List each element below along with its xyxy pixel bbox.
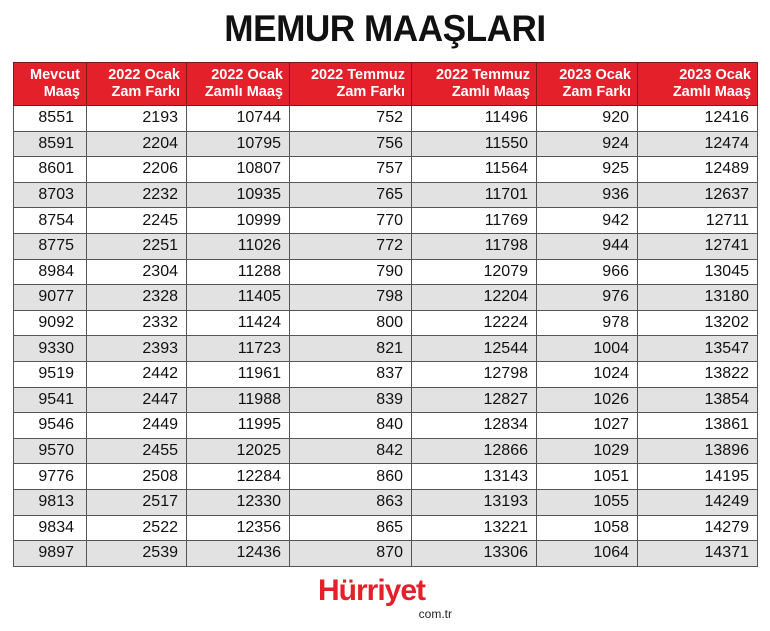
table-cell: 9092 [14, 310, 87, 336]
column-header-line: Maaş [43, 84, 80, 100]
table-cell: 2193 [87, 106, 187, 132]
table-cell: 13822 [638, 361, 758, 387]
table-cell: 13854 [638, 387, 758, 413]
column-header-line: 2022 Ocak [108, 67, 180, 83]
table-row [14, 310, 758, 336]
table-cell: 12025 [187, 438, 290, 464]
table-cell: 2517 [87, 489, 187, 515]
table-cell: 2232 [87, 182, 187, 208]
table-cell: 12711 [638, 208, 758, 234]
table-cell: 11701 [412, 182, 537, 208]
table-row [14, 259, 758, 285]
column-header-line: Zamlı Maaş [672, 84, 751, 100]
table-cell: 863 [290, 489, 412, 515]
table-cell: 1004 [537, 336, 638, 362]
table-cell: 9897 [14, 541, 87, 567]
table-cell: 12284 [187, 464, 290, 490]
table-cell: 10807 [187, 157, 290, 183]
table-cell: 1055 [537, 489, 638, 515]
table-row [14, 541, 758, 567]
table-cell: 8703 [14, 182, 87, 208]
table-row [14, 208, 758, 234]
table-cell: 1027 [537, 413, 638, 439]
column-header [87, 63, 187, 106]
logo-domain: com.tr [418, 607, 452, 621]
table-cell: 12204 [412, 285, 537, 311]
column-header-line: Zam Farkı [562, 84, 631, 100]
table-cell: 2204 [87, 131, 187, 157]
table-cell: 2508 [87, 464, 187, 490]
table-cell: 9519 [14, 361, 87, 387]
table-cell: 11405 [187, 285, 290, 311]
column-header [290, 63, 412, 106]
table-cell: 8984 [14, 259, 87, 285]
table-cell: 14371 [638, 541, 758, 567]
table-cell: 13193 [412, 489, 537, 515]
table-cell: 8601 [14, 157, 87, 183]
table-cell: 13861 [638, 413, 758, 439]
table-cell: 942 [537, 208, 638, 234]
column-header [537, 63, 638, 106]
table-cell: 2449 [87, 413, 187, 439]
table-row [14, 157, 758, 183]
table-cell: 12866 [412, 438, 537, 464]
table-cell: 756 [290, 131, 412, 157]
table-cell: 11961 [187, 361, 290, 387]
table-cell: 13896 [638, 438, 758, 464]
table-row [14, 387, 758, 413]
column-header-line: Zam Farkı [336, 84, 405, 100]
hurriyet-logo [318, 574, 458, 624]
table-cell: 13143 [412, 464, 537, 490]
table-row [14, 438, 758, 464]
table-cell: 2442 [87, 361, 187, 387]
table-cell: 976 [537, 285, 638, 311]
table-cell: 9570 [14, 438, 87, 464]
table-cell: 944 [537, 233, 638, 259]
table-cell: 2522 [87, 515, 187, 541]
table-cell: 860 [290, 464, 412, 490]
column-header-line: 2022 Temmuz [310, 67, 405, 83]
table-cell: 13306 [412, 541, 537, 567]
table-cell: 2245 [87, 208, 187, 234]
table-row [14, 515, 758, 541]
table-cell: 11288 [187, 259, 290, 285]
table-cell: 11995 [187, 413, 290, 439]
table-cell: 10935 [187, 182, 290, 208]
table-cell: 840 [290, 413, 412, 439]
table-cell: 2455 [87, 438, 187, 464]
table-cell: 13202 [638, 310, 758, 336]
table-cell: 12224 [412, 310, 537, 336]
table-cell: 1026 [537, 387, 638, 413]
table-cell: 11550 [412, 131, 537, 157]
table-cell: 865 [290, 515, 412, 541]
column-header-line: 2023 Ocak [559, 67, 631, 83]
table-cell: 1058 [537, 515, 638, 541]
table-row [14, 464, 758, 490]
table-row [14, 361, 758, 387]
table-cell: 9776 [14, 464, 87, 490]
table-cell: 14279 [638, 515, 758, 541]
column-header [638, 63, 758, 106]
table-cell: 9330 [14, 336, 87, 362]
table-cell: 1064 [537, 541, 638, 567]
table-cell: 2206 [87, 157, 187, 183]
table-header-row [14, 63, 758, 106]
table-cell: 966 [537, 259, 638, 285]
table-cell: 12436 [187, 541, 290, 567]
table-cell: 2251 [87, 233, 187, 259]
table-cell: 9813 [14, 489, 87, 515]
table-row [14, 106, 758, 132]
table-row [14, 182, 758, 208]
column-header [14, 63, 87, 106]
column-header-line: Zamlı Maaş [204, 84, 283, 100]
table-cell: 11496 [412, 106, 537, 132]
table-cell: 1029 [537, 438, 638, 464]
table-cell: 2447 [87, 387, 187, 413]
column-header-line: 2022 Temmuz [435, 67, 530, 83]
table-cell: 11564 [412, 157, 537, 183]
table-cell: 790 [290, 259, 412, 285]
table-cell: 12834 [412, 413, 537, 439]
table-row [14, 233, 758, 259]
table-cell: 8551 [14, 106, 87, 132]
column-header-line: Mevcut [30, 67, 80, 83]
table-cell: 12798 [412, 361, 537, 387]
table-cell: 13547 [638, 336, 758, 362]
table-cell: 2393 [87, 336, 187, 362]
table-cell: 9834 [14, 515, 87, 541]
table-cell: 11988 [187, 387, 290, 413]
table-cell: 765 [290, 182, 412, 208]
table-cell: 14249 [638, 489, 758, 515]
table-cell: 770 [290, 208, 412, 234]
table-row [14, 413, 758, 439]
table-cell: 1024 [537, 361, 638, 387]
table-cell: 978 [537, 310, 638, 336]
table-row [14, 336, 758, 362]
table-cell: 772 [290, 233, 412, 259]
table-cell: 9546 [14, 413, 87, 439]
table-cell: 924 [537, 131, 638, 157]
table-cell: 11424 [187, 310, 290, 336]
page-title: MEMUR MAAŞLARI [224, 8, 546, 49]
table-cell: 870 [290, 541, 412, 567]
table-cell: 11769 [412, 208, 537, 234]
table-cell: 12544 [412, 336, 537, 362]
table-cell: 752 [290, 106, 412, 132]
table-cell: 13221 [412, 515, 537, 541]
table-cell: 12356 [187, 515, 290, 541]
table-cell: 1051 [537, 464, 638, 490]
table-cell: 8754 [14, 208, 87, 234]
table-cell: 11723 [187, 336, 290, 362]
table-cell: 920 [537, 106, 638, 132]
column-header-line: Zamlı Maaş [451, 84, 530, 100]
table-cell: 10795 [187, 131, 290, 157]
table-cell: 12489 [638, 157, 758, 183]
table-cell: 12079 [412, 259, 537, 285]
table-cell: 9077 [14, 285, 87, 311]
table-cell: 11026 [187, 233, 290, 259]
table-row [14, 489, 758, 515]
salary-table [13, 62, 758, 567]
table-cell: 798 [290, 285, 412, 311]
table-cell: 2332 [87, 310, 187, 336]
table-cell: 12474 [638, 131, 758, 157]
table-cell: 757 [290, 157, 412, 183]
column-header-line: Zam Farkı [111, 84, 180, 100]
column-header-line: 2023 Ocak [679, 67, 751, 83]
table-cell: 800 [290, 310, 412, 336]
table-cell: 13180 [638, 285, 758, 311]
table-cell: 2304 [87, 259, 187, 285]
table-cell: 837 [290, 361, 412, 387]
table-cell: 9541 [14, 387, 87, 413]
table-row [14, 131, 758, 157]
column-header [187, 63, 290, 106]
table-cell: 10744 [187, 106, 290, 132]
table-cell: 2539 [87, 541, 187, 567]
table-cell: 12637 [638, 182, 758, 208]
table-cell: 11798 [412, 233, 537, 259]
table-cell: 12416 [638, 106, 758, 132]
table-cell: 8775 [14, 233, 87, 259]
table-cell: 12330 [187, 489, 290, 515]
table-cell: 2328 [87, 285, 187, 311]
table-cell: 12827 [412, 387, 537, 413]
table-cell: 10999 [187, 208, 290, 234]
logo-wordmark: Hürriyet [318, 574, 426, 607]
table-body [14, 106, 758, 567]
table-cell: 12741 [638, 233, 758, 259]
table-cell: 14195 [638, 464, 758, 490]
table-cell: 925 [537, 157, 638, 183]
table-cell: 839 [290, 387, 412, 413]
table-cell: 821 [290, 336, 412, 362]
table-cell: 936 [537, 182, 638, 208]
table-cell: 8591 [14, 131, 87, 157]
table-row [14, 285, 758, 311]
table-cell: 842 [290, 438, 412, 464]
column-header [412, 63, 537, 106]
table-cell: 13045 [638, 259, 758, 285]
column-header-line: 2022 Ocak [211, 67, 283, 83]
